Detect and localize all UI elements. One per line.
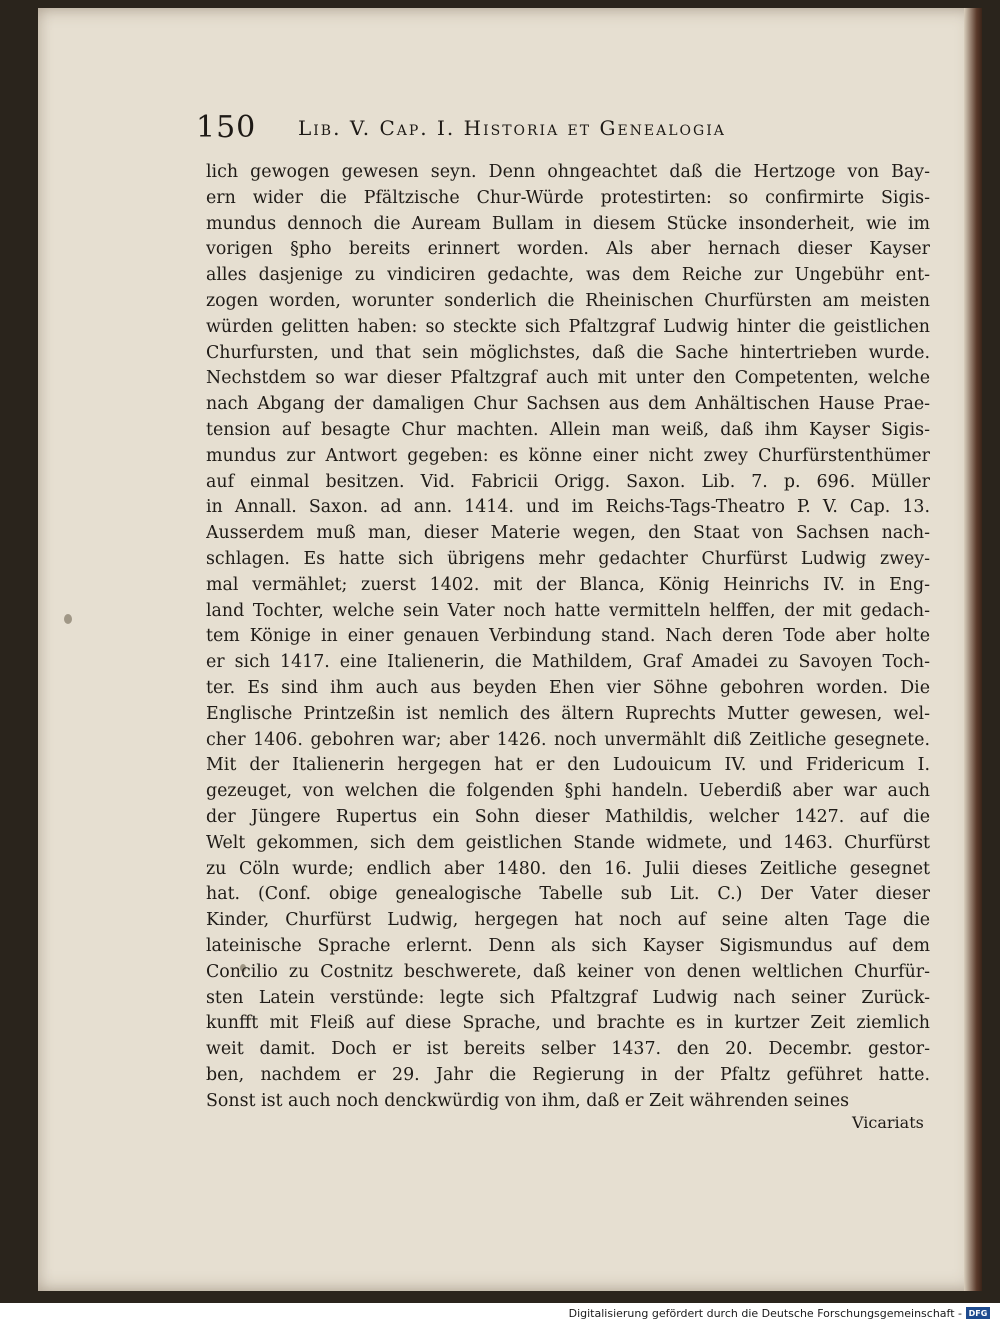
text-line: Welt gekommen, sich dem geistlichen Stande widmete, und 1463. Churfürst xyxy=(206,832,930,853)
text-line: Concilio zu Costnitz beschwerete, daß keiner von denen weltlichen Churfür- xyxy=(206,961,930,982)
text-line: nach Abgang der damaligen Chur Sachsen aus dem Anhältischen Hause Prae- xyxy=(206,394,930,415)
text-line: hat. (Conf. obige genealogische Tabelle sub Lit. C.) Der Vater dieser xyxy=(206,884,930,905)
text-line: alles dasjenige zu vindiciren gedachte, was dem Reiche zur Ungebühr ent- xyxy=(206,265,930,286)
text-line: Nechstdem so war dieser Pfaltzgraf auch mit unter den Competenten, welche xyxy=(206,368,930,389)
text-line: lich gewogen gewesen seyn. Denn ohngeachtet daß die Hertzoge von Bay- xyxy=(206,162,930,182)
body-text xyxy=(206,160,930,1114)
page-edge xyxy=(964,8,982,1291)
text-line: lateinische Sprache erlernt. Denn als sich Kayser Sigismundus auf dem xyxy=(206,935,930,956)
text-line: ter. Es sind ihm auch aus beyden Ehen vier Söhne gebohren worden. Die xyxy=(206,677,930,698)
running-title: Lib. V. Cap. I. Historia et Genealogia xyxy=(298,116,726,140)
text-line: Englische Printzeßin ist nemlich des ältern Ruprechts Mutter gewesen, wel- xyxy=(206,703,930,724)
text-line: gezeuget, von welchen die folgenden §phi handeln. Ueberdiß aber war auch xyxy=(206,781,930,802)
text-line: in Annall. Saxon. ad ann. 1414. und im Reichs-Tags-Theatro P. V. Cap. 13. xyxy=(206,497,930,518)
text-line: mundus dennoch die Auream Bullam in diesem Stücke insonderheit, wie im xyxy=(206,213,930,234)
ink-spot xyxy=(64,614,72,624)
text-line: Sonst ist auch noch denckwürdig von ihm, daß er Zeit währenden seines xyxy=(206,1090,850,1111)
dfg-logo-icon: DFG xyxy=(966,1307,990,1319)
text-line: vorigen §pho bereits erinnert worden. Als aber hernach dieser Kayser xyxy=(206,239,930,260)
text-line: schlagen. Es hatte sich übrigens mehr gedachter Churfürst Ludwig zwey- xyxy=(206,548,930,569)
text-line: ben, nachdem er 29. Jahr die Regierung in der Pfaltz geführet hatte. xyxy=(206,1064,930,1085)
text-line: Mit der Italienerin hergegen hat er den Ludouicum IV. und Fridericum I. xyxy=(206,755,930,776)
text-line: tension auf besagte Chur machten. Allein man weiß, daß ihm Kayser Sigis- xyxy=(206,419,930,440)
page-number: 150 xyxy=(196,110,257,145)
text-line: der Jüngere Rupertus ein Sohn dieser Mathildis, welcher 1427. auf die xyxy=(206,806,930,827)
text-line: mundus zur Antwort gegeben: es könne einer nicht zwey Churfürstenthümer xyxy=(206,445,930,466)
page-header xyxy=(196,110,916,150)
text-line: würden gelitten haben: so steckte sich Pfaltzgraf Ludwig hinter die geistlichen xyxy=(206,316,930,337)
text-line: kunfft mit Fleiß auf diese Sprache, und brachte es in kurtzer Zeit ziemlich xyxy=(206,1013,930,1034)
text-line: sten Latein verstünde: legte sich Pfaltzgraf Ludwig nach seiner Zurück- xyxy=(206,987,930,1008)
text-line: er sich 1417. eine Italienerin, die Mathildem, Graf Amadei zu Savoyen Toch- xyxy=(206,652,930,673)
text-line: land Tochter, welche sein Vater noch hatte vermitteln helffen, der mit gedach- xyxy=(206,600,930,621)
text-line: auf einmal besitzen. Vid. Fabricii Origg. Saxon. Lib. 7. p. 696. Müller xyxy=(206,471,930,492)
text-line: cher 1406. gebohren war; aber 1426. noch unvermählt diß Zeitliche gesegnete. xyxy=(206,729,930,750)
text-line: zogen worden, worunter sonderlich die Rheinischen Churfürsten am meisten xyxy=(206,290,930,311)
text-line: tem Könige in einer genauen Verbindung stand. Nach deren Tode aber holte xyxy=(206,626,930,647)
text-line: weit damit. Doch er ist bereits selber 1437. den 20. Decembr. gestor- xyxy=(206,1039,930,1060)
text-line: mal vermählet; zuerst 1402. mit der Blanca, König Heinrichs IV. in Eng- xyxy=(206,574,930,595)
text-line: ern wider die Pfältzische Chur-Würde protestirten: so confirmirte Sigis- xyxy=(206,187,930,208)
text-line: zu Cöln wurde; endlich aber 1480. den 16. Julii dieses Zeitliche gesegnet xyxy=(206,858,930,879)
footer xyxy=(569,1305,990,1321)
footer-credit: Digitalisierung gefördert durch die Deutsche Forschungsgemeinschaft - xyxy=(568,1306,962,1320)
catchword: Vicariats xyxy=(852,1113,924,1132)
text-line: Churfursten, und that sein möglichstes, daß die Sache hintertrieben wurde. xyxy=(206,342,930,363)
text-line: Kinder, Churfürst Ludwig, hergegen hat noch auf seine alten Tage die xyxy=(206,910,930,931)
text-line: Ausserdem muß man, dieser Materie wegen, den Staat von Sachsen nach- xyxy=(206,523,930,544)
